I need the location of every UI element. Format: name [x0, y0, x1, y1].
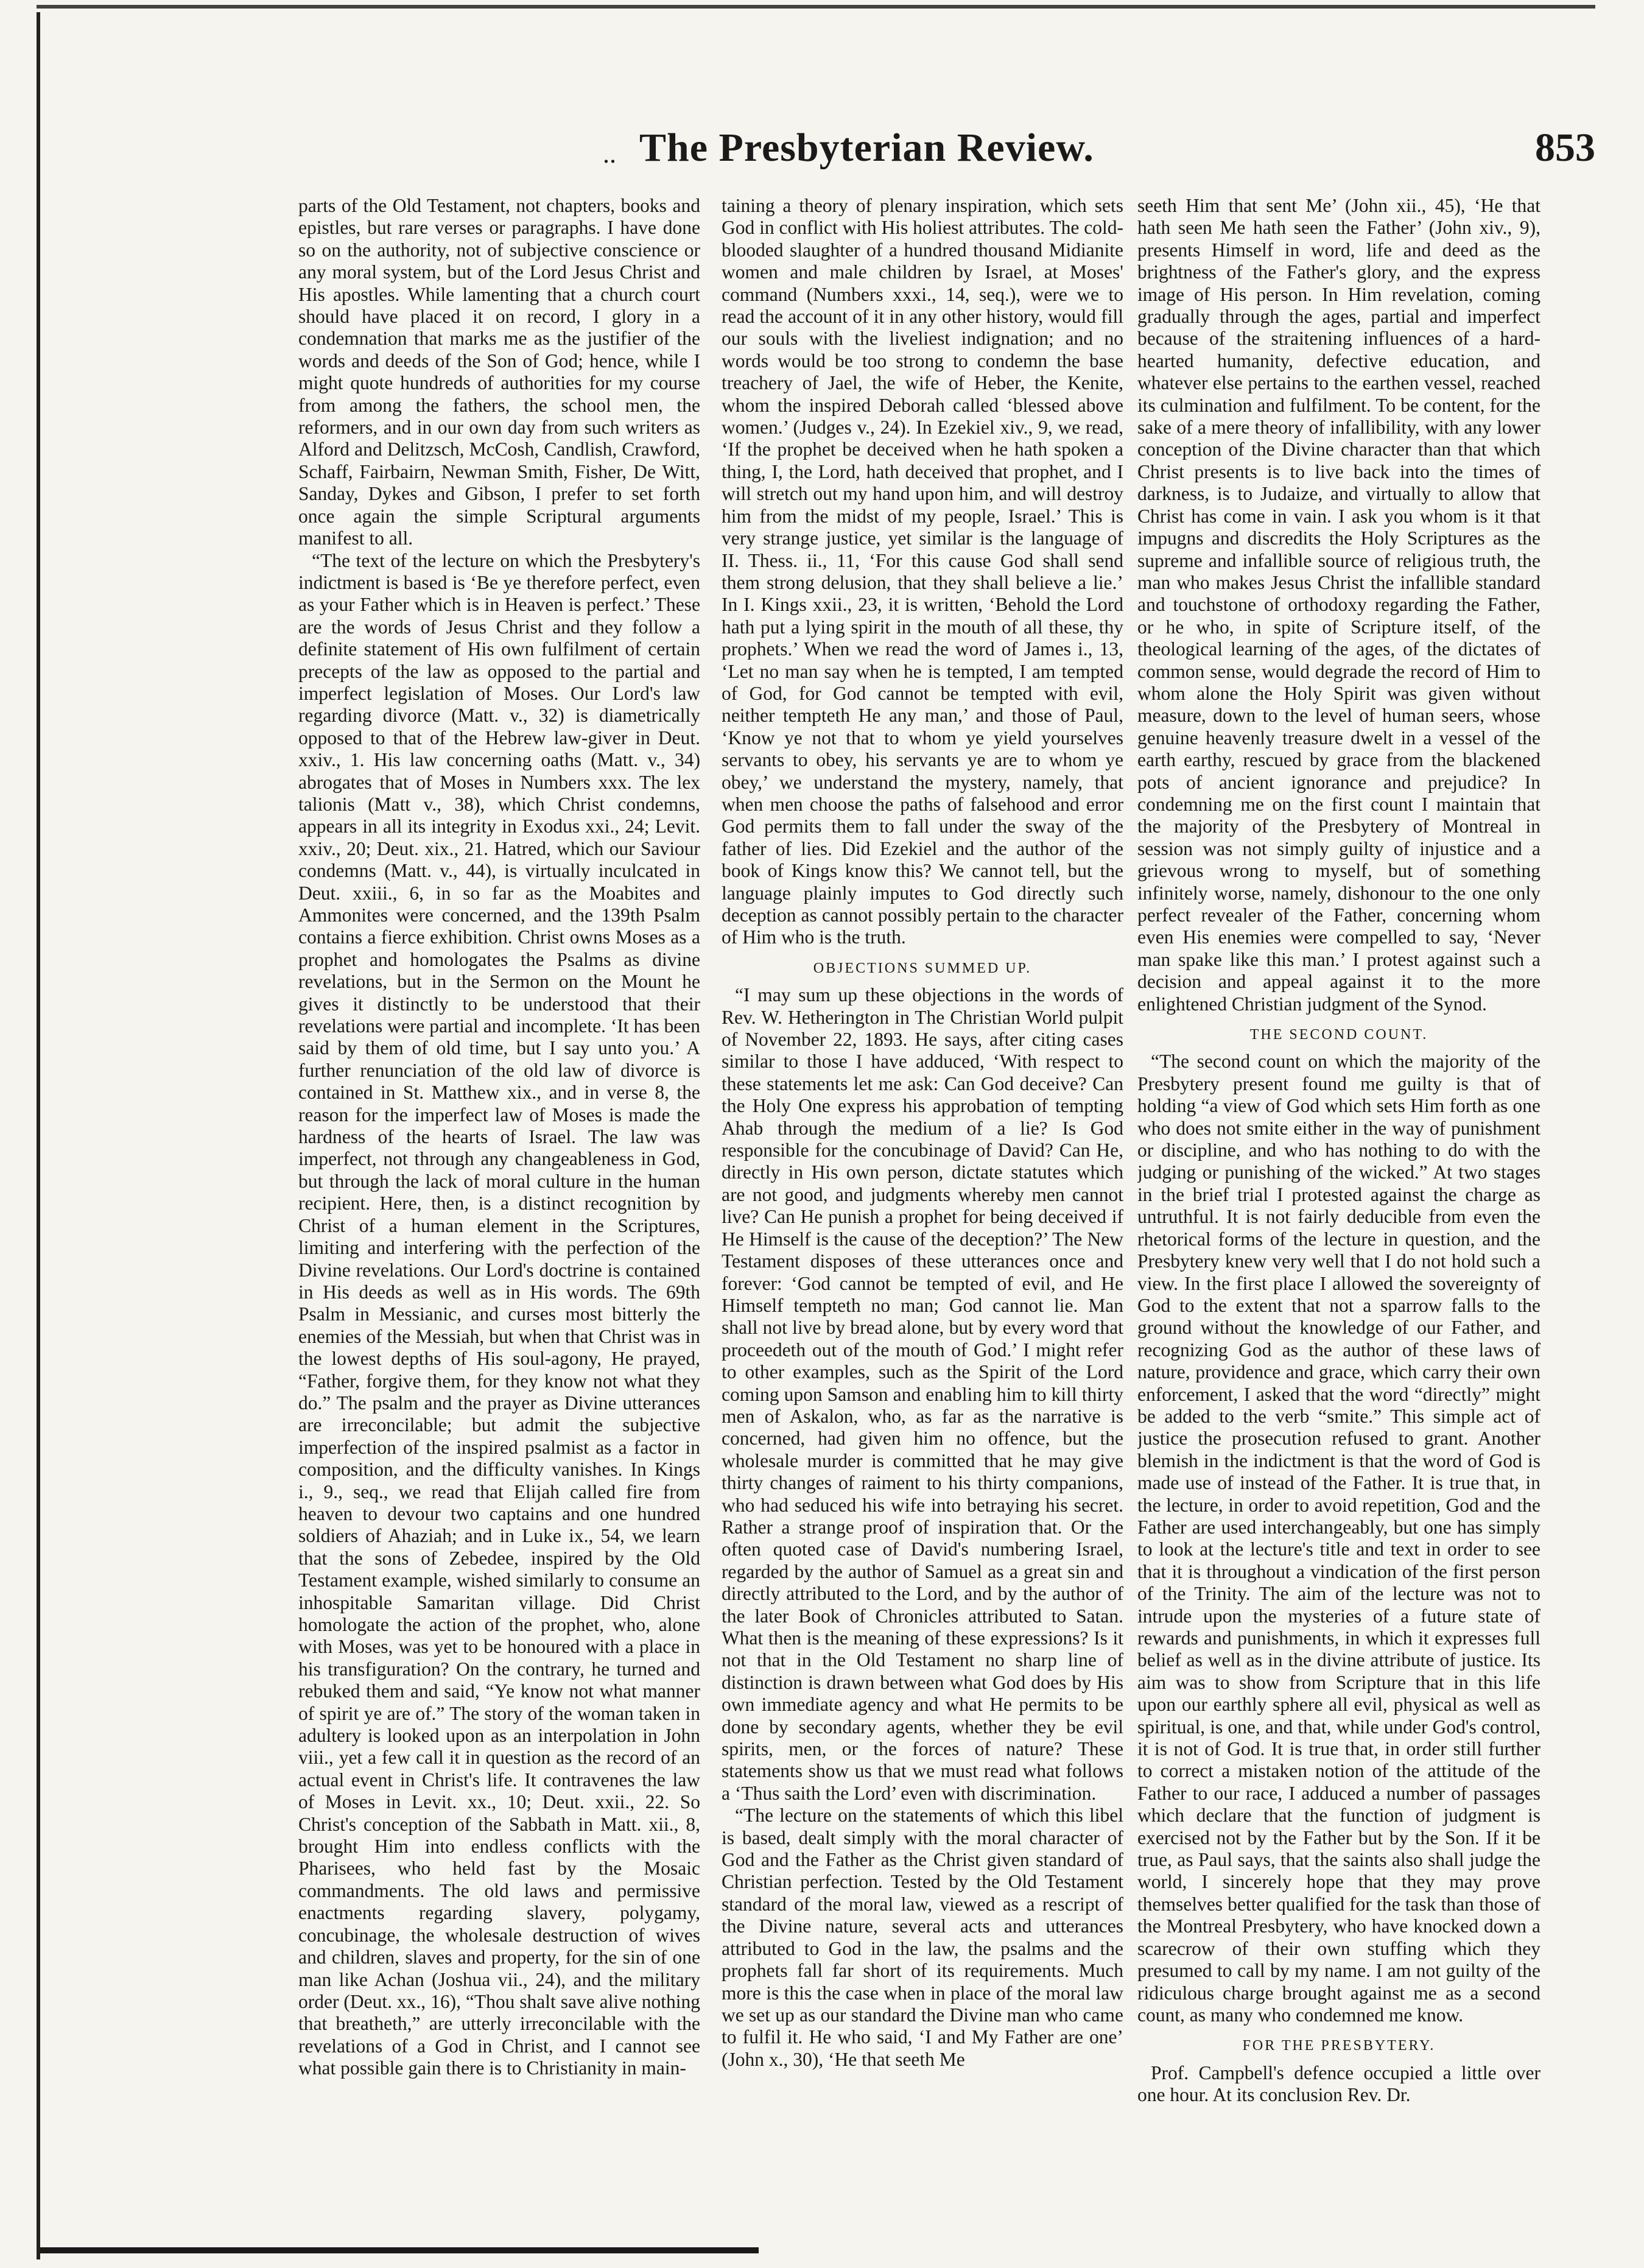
running-title: The Presbyterian Review. — [639, 125, 1094, 170]
scan-border-top — [37, 5, 1595, 29]
section-heading: FOR THE PRESBYTERY. — [1242, 2038, 1436, 2054]
text-column-1 — [298, 195, 700, 2241]
paragraph: “The second count on which the majority of the Presbytery present found me guilty is that of holding “a view of God which sets Him forth as one who does not smite either in the way of punishment or discipline, and who has nothing to do with the judging or punishing of the wicked.” At two stages in the brief trial I protested against the charge as untruthful. It is not fairly deducible from even the rhetorical forms of the lecture in question, and the Presbytery knew very well that I do not hold such a view. In the first place I allowed the sovereignty of God to the extent that not a sparrow falls to the ground without the knowledge of our Father, and recognizing God as the author of these laws of nature, providence and grace, which carry their own enforcement, I asked that the word “directly” might be added to the verb “smite.” This simple act of justice the prosecution refused to grant. Another blemish in the indictment is that the word of God is made use of instead of the Father. It is true that, in the lecture, in order to avoid repetition, God and the Father are used interchangeably, but one has simply to look at the lecture's title and text in order to see that it is throughout a vindication of the first person of the Trinity. The aim of the lecture was not to intrude upon the mysteries of a future state of rewards and punishments, in which it expresses full belief as well as in the divine attribute of justice. Its aim was to show from Scripture that in this life upon our earthly sphere all evil, physical as well as spiritual, is one, and that, while under God's control, it is not of God. It is true that, in order still further to correct a mistaken notion of the attitude of the Father to our race, I adduced a number of passages which declare that the function of judgment is exercised not by the Father but by the Son. If it be true, as Paul says, that the saints also shall judge the world, I sincerely hope that they may prove themselves better qualified for the task than those of the Montreal Presbytery, who have knocked down a scarecrow of their own stuffing which they presumed to call by my name. I am not guilty of the ridiculous charge brought against me as a second count, as many who condemned me know. — [1137, 1051, 1540, 2026]
section-heading: THE SECOND COUNT. — [1249, 1027, 1428, 1043]
text-column-2 — [722, 195, 1123, 2241]
paragraph: “I may sum up these objections in the words of Rev. W. Hetherington in The Christian World pulpit of November 22, 1893. He says, after citing cases similar to those I have adduced, ‘With respect to these statements let me ask: Can God deceive? Can the Holy One express his approbation of tempting Ahab through the medium of a lie? Is God responsible for the concubinage of David? Can He, directly in His own person, dictate statutes which are not good, and judgments whereby men cannot live? Can He punish a prophet for being deceived if He Himself is the cause of the deception?’ The New Testament disposes of these utterances once and forever: ‘God cannot be tempted of evil, and He Himself tempteth no man; God cannot lie. Man shall not live by bread alone, but by every word that proceedeth out of the mouth of God.’ I might refer to other examples, such as the Spirit of the Lord coming upon Samson and enabling him to kill thirty men of Askalon, who, as far as the narrative is concerned, had given him no offence, but the wholesale murder is committed that he may give thirty changes of raiment to his thirty companions, who had seduced his wife into betraying his secret. Rather a strange proof of inspiration that. Or the often quoted case of David's numbering Israel, regarded by the author of Samuel as a great sin and directly attributed to the Lord, and by the author of the later Book of Chronicles attributed to Satan. What then is the meaning of these expressions? Is it not that in the Old Testament no sharp line of distinction is drawn between what God does by His own immediate agency and what He permits to be done by secondary agents, whether they be evil spirits, men, or the forces of nature? These statements show us that we must read what follows a ‘Thus saith the Lord’ even with discrimination. — [722, 984, 1123, 1804]
paragraph: seeth Him that sent Me’ (John xii., 45), ‘He that hath seen Me hath seen the Father’ (John xiv., 9), presents Himself in word, life and deed as the brightness of the Father's glory, and the express image of His person. In Him revelation, coming gradually through the ages, partial and imperfect because of the straitening influences of a hard-hearted humanity, defective education, and whatever else pertains to the earthen vessel, reached its culmination and fulfilment. To be content, for the sake of a mere theory of infallibility, with any lower conception of the Divine character than that which Christ presents is to live back into the times of darkness, is to Judaize, and virtually to allow that Christ has come in vain. I ask you whom is it that impugns and discredits the Holy Scriptures as the supreme and infallible source of religious truth, the man who makes Jesus Christ the infallible standard and touchstone of orthodoxy regarding the Father, or he who, in spite of Scripture itself, of the theological learning of the ages, of the dictates of common sense, would degrade the record of Him to whom alone the Holy Spirit was given without measure, down to the level of human seers, whose genuine heavenly treasure dwelt in a vessel of the earth earthy, rescued by grace from the blackened pots of ancient ignorance and prejudice? In condemning me on the first count I maintain that the majority of the Presbytery of Montreal in session was not simply guilty of injustice and a grievous wrong to myself, but of something infinitely worse, namely, dishonour to the one only perfect revealer of the Father, concerning whom even His enemies were compelled to say, ‘Never man spake like this man.’ I protest against such a decision and appeal against it to the more enlightened Christian judgment of the Synod. — [1137, 195, 1540, 1015]
page-number: 853 — [1535, 125, 1595, 170]
scan-border-bottom — [40, 2247, 759, 2253]
paragraph: taining a theory of plenary inspiration, which sets God in conflict with His holiest attributes. The cold-blooded slaughter of a hundred thousand Midianite women and male children by Israel, at Moses' command (Numbers xxxi., 14, seq.), were we to read the account of it in any other history, would fill our souls with the liveliest indignation; and no words would be too strong to condemn the base treachery of Jael, the wife of Heber, the Kenite, whom the inspired Deborah called ‘blessed above women.’ (Judges v., 24). In Ezekiel xiv., 9, we read, ‘If the prophet be deceived when he hath spoken a thing, I, the Lord, hath deceived that prophet, and I will stretch out my hand upon him, and will destroy him from the midst of my people, Israel.’ This is very strange justice, yet similar is the language of II. Thess. ii., 11, ‘For this cause God shall send them strong delusion, that they shall believe a lie.’ In I. Kings xxii., 23, it is written, ‘Behold the Lord hath put a lying spirit in the mouth of all these, thy prophets.’ When we read the word of James i., 13, ‘Let no man say when he is tempted, I am tempted of God, for God cannot be tempted with evil, neither tempteth He any man,’ and those of Paul, ‘Know ye not that to whom ye yield yourselves servants to obey, his servants ye are to whom ye obey,’ we understand the mystery, namely, that when men choose the paths of falsehood and error God permits them to fall under the sway of the father of lies. Did Ezekiel and the author of the book of Kings know this? We cannot tell, but the language plainly imputes to God directly such deception as cannot possibly pertain to the character of Him who is the truth. — [722, 195, 1123, 948]
section-heading: OBJECTIONS SUMMED UP. — [813, 960, 1032, 976]
paragraph: “The lecture on the statements of which this libel is based, dealt simply with the moral character of God and the Father as the Christ given standard of Christian perfection. Tested by the Old Testament standard of the moral law, viewed as a rescript of the Divine nature, several acts and utterances attributed to God in the law, the psalms and the prophets fall far short of its requirements. Much more is this the case when in place of the moral law we set up as our standard the Divine man who came to fulfil it. He who said, ‘I and My Father are one’ (John x., 30), ‘He that seeth Me — [722, 1805, 1123, 2070]
paragraph: “The text of the lecture on which the Presbytery's indictment is based is ‘Be ye therefore perfect, even as your Father which is in Heaven is perfect.’ These are the words of Jesus Christ and they follow a definite statement of His own fulfilment of certain precepts of the law as opposed to the partial and imperfect legislation of Moses. Our Lord's law regarding divorce (Matt. v., 32) is diametrically opposed to that of the Hebrew law-giver in Deut. xxiv., 1. His law concerning oaths (Matt. v., 34) abrogates that of Moses in Numbers xxx. The lex talionis (Matt v., 38), which Christ condemns, appears in all its integrity in Exodus xxi., 24; Levit. xxiv., 20; Deut. xix., 21. Hatred, which our Saviour condemns (Matt. v., 44), is virtually inculcated in Deut. xxiii., 6, in so far as the Moabites and Ammonites were concerned, and the 139th Psalm contains a fierce exhibition. Christ owns Moses as a prophet and homologates the Psalms as divine revelations, but in the Sermon on the Mount he gives it distinctly to be understood that their revelations were partial and incomplete. ‘It has been said by them of old time, but I say unto you.’ A further renunciation of the old law of divorce is contained in St. Matthew xix., and in verse 8, the reason for the imperfect law of Moses is made the hardness of the hearts of Israel. The law was imperfect, not through any changeableness in God, but through the lack of moral culture in the human recipient. Here, then, is a distinct recognition by Christ of a human element in the Scriptures, limiting and interfering with the perfection of the Divine revelations. Our Lord's doctrine is contained in His deeds as well as in His words. The 69th Psalm in Messianic, and curses most bitterly the enemies of the Messiah, but when that Christ was in the lowest depths of His soul-agony, He prayed, “Father, forgive them, for they know not what they do.” The psalm and the prayer as Divine utterances are irreconcilable; but admit the subjective imperfection of the inspired psalmist as a factor in composition, and the difficulty vanishes. In Kings i., 9., seq., we read that Elijah called fire from heaven to devour two captains and one hundred soldiers of Ahaziah; and in Luke ix., 54, we learn that the sons of Zebedee, inspired by the Old Testament example, wished similarly to consume an inhospitable Samaritan village. Did Christ homologate the action of the prophet, who, alone with Moses, was yet to be honoured with a place in his transfiguration? On the contrary, he turned and rebuked them and said, “Ye know not what manner of spirit ye are of.” The story of the woman taken in adultery is looked upon as an interpolation in John viii., yet a few call it in question as the record of an actual event in Christ's life. It contravenes the law of Moses in Levit. xx., 10; Deut. xxii., 22. So Christ's conception of the Sabbath in Matt. xii., 8, brought Him into endless conflicts with the Pharisees, who held fast by the Mosaic commandments. The old laws and permissive enactments regarding slavery, polygamy, concubinage, the wholesale destruction of wives and children, slaves and property, for the sin of one man like Achan (Joshua vii., 24), and the military order (Deut. xx., 16), “Thou shalt save alive nothing that breatheth,” are utterly irreconcilable with the revelations of a God in Christ, and I cannot see what possible gain there is to Christianity in main- — [298, 549, 700, 2079]
scan-border-left — [37, 12, 40, 2259]
paragraph: Prof. Campbell's defence occupied a little over one hour. At its conclusion Rev. Dr. — [1137, 2062, 1540, 2106]
text-column-3 — [1137, 195, 1540, 2241]
header-mark: .. — [603, 139, 616, 169]
page-header — [603, 125, 1614, 186]
paragraph: parts of the Old Testament, not chapters, books and epistles, but rare verses or paragraphs. I have done so on the authority, not of subjective conscience or any moral system, but of the Lord Jesus Christ and His apostles. While lamenting that a church court should have placed it on record, I glory in a condemnation that marks me as the justifier of the words and deeds of the Son of God; hence, while I might quote hundreds of authorities for my course from among the fathers, the school men, the reformers, and in our own day from such writers as Alford and Delitzsch, McCosh, Candlish, Crawford, Schaff, Fairbairn, Newman Smith, Fisher, De Witt, Sanday, Dykes and Gibson, I prefer to set forth once again the simple Scriptural arguments manifest to all. — [298, 195, 700, 549]
